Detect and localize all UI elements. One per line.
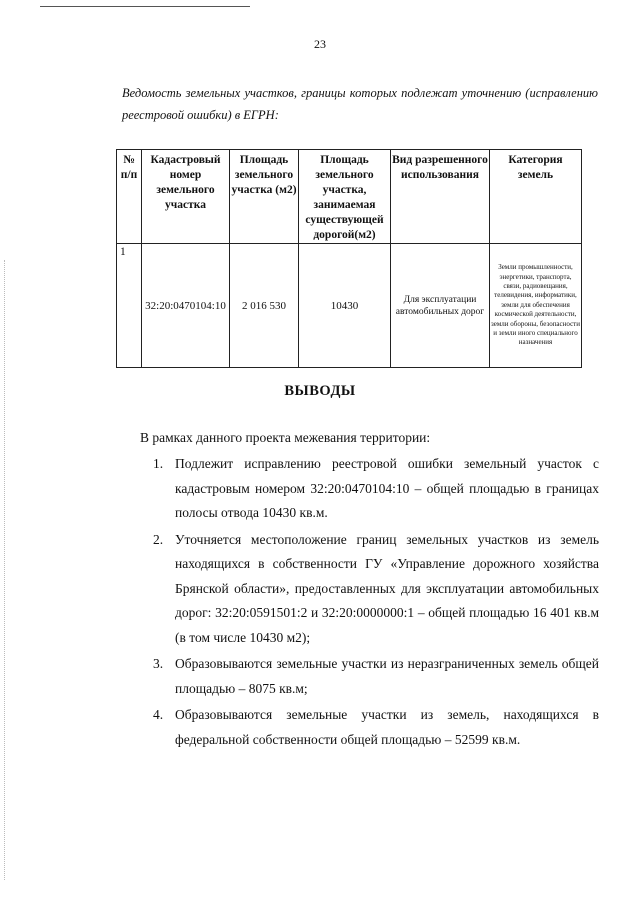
cell-plot-area: 2 016 530: [230, 244, 299, 368]
table-header-row: [117, 150, 582, 244]
list-item-text: Уточняется местоположение границ земельных участков из земель находящихся в собственности ГУ «Управление дорожного хозяйства Брянской области», предоставленных для эксплуатации автомобильных дорог: 32:20:0591501:2 и 32:20:0000000:1 – общей площадью 16 401 кв.м (в том числе 10430 м2);: [175, 531, 599, 645]
cell-permitted-use: Для эксплуатации автомобильных дорог: [391, 244, 490, 368]
conclusions-lead: В рамках данного проекта межевания территории:: [140, 430, 431, 445]
scan-edge-marks: [4, 260, 6, 880]
header-road-area: Площадь земельного участка, занимаемая существующей дорогой(м2): [299, 150, 391, 244]
conclusions-list: [153, 452, 599, 754]
conclusions-title: ВЫВОДЫ: [284, 383, 356, 399]
cell-number: 1: [117, 244, 142, 368]
cell-road-area: 10430: [299, 244, 391, 368]
list-item-text: Образовываются земельные участки из земель, находящихся в федеральной собственности общей площадью – 52599 кв.м.: [175, 707, 599, 747]
top-rule: [40, 6, 250, 7]
list-item-number: 2.: [153, 531, 164, 547]
list-item-text: Подлежит исправлению реестровой ошибки земельный участок с кадастровым номером 32:20:0470104:10 – общей площадью в границах полосы отвода 10430 кв.м.: [175, 456, 599, 520]
list-item-number: 3.: [153, 656, 164, 671]
header-cadastral-number: Кадастровый номер земельного участка: [142, 150, 230, 244]
list-item-number: 1.: [153, 456, 164, 471]
list-item: [153, 652, 599, 701]
list-item-text: Образовываются земельные участки из неразграниченных земель общей площадью – 8075 кв.м;: [175, 656, 599, 696]
land-plots-table: [116, 149, 582, 368]
page-number: 23: [314, 37, 326, 51]
list-item: [153, 452, 599, 526]
header-land-category: Категория земель: [490, 150, 582, 244]
table-row: [117, 244, 582, 368]
cell-cadastral-number: 32:20:0470104:10: [142, 244, 230, 368]
table-caption-line-2: реестровой ошибки) в ЕГРН:: [122, 108, 279, 122]
table-caption-line-1: Ведомость земельных участков, границы которых подлежат уточнению (исправлению: [122, 86, 598, 100]
list-item-number: 4.: [153, 707, 164, 722]
header-permitted-use: Вид разрешенного использования: [391, 150, 490, 244]
header-plot-area: Площадь земельного участка (м2): [230, 150, 299, 244]
header-number: № п/п: [117, 150, 142, 244]
cell-land-category: Земли промышленности, энергетики, транспорта, связи, радиовещания, телевидения, информатики, земли для обеспечения космической деятельности, земли обороны, безопасности и земли иного специального назначения: [490, 244, 582, 368]
list-item: [153, 703, 599, 752]
list-item: [153, 528, 599, 651]
